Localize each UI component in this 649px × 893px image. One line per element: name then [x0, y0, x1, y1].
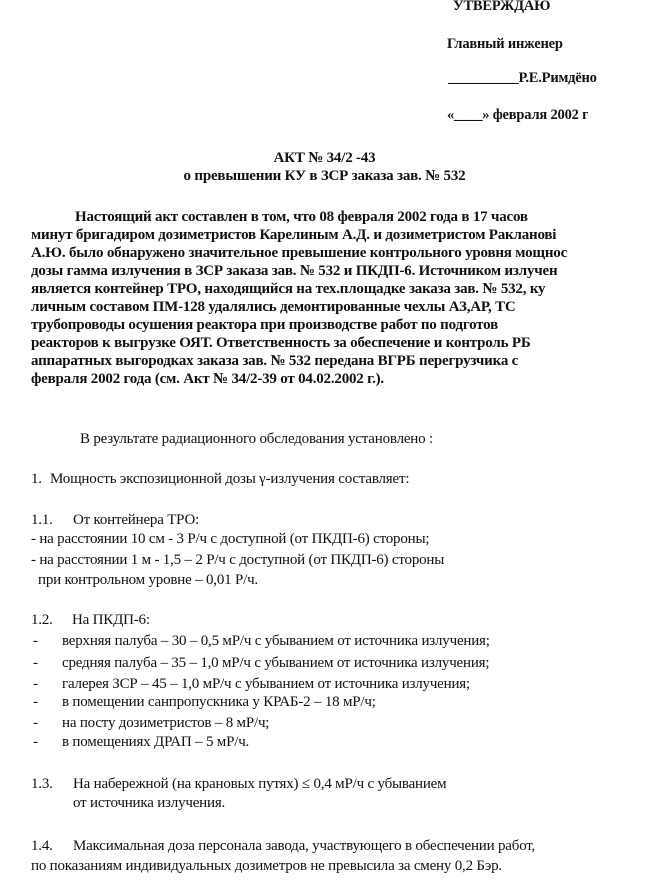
- section-1-3-number: 1.3.: [31, 776, 53, 792]
- list-item: в помещении санпропускника у КРАБ-2 – 18 мР/ч;: [62, 694, 376, 710]
- intro-line: Настоящий акт составлен в том, что 08 февраля 2002 года в 17 часов: [75, 209, 528, 225]
- section-1-2-heading: На ПКДП-6:: [72, 612, 150, 628]
- list-item: в помещениях ДРАП – 5 мР/ч.: [62, 734, 250, 750]
- section-1-1-number: 1.1.: [31, 512, 53, 528]
- intro-line: дозы гамма излучения в ЗСР заказа зав. № 532 и ПКДП-6. Источником излучен: [31, 263, 558, 279]
- section-1-number: 1.: [31, 471, 42, 487]
- act-title: АКТ № 34/2 -43: [273, 150, 376, 166]
- section-1-1-heading: От контейнера ТРО:: [73, 512, 200, 528]
- section-1-4-line: Максимальная доза персонала завода, участвующего в обеспечении работ,: [73, 838, 536, 854]
- approval-date: «____» февраля 2002 г: [447, 107, 589, 123]
- list-item: средняя палуба – 35 – 1,0 мР/ч с убыванием от источника излучения;: [62, 655, 490, 671]
- section-1-1-line: при контрольном уровне – 0,01 Р/ч.: [38, 572, 258, 588]
- intro-line: февраля 2002 года (см. Акт № 34/2-39 от 04.02.2002 г.).: [31, 371, 384, 387]
- intro-line: реакторов к выгрузке ОЯТ. Ответственность за обеспечение и контроль РБ: [31, 335, 531, 351]
- list-item: верхняя палуба – 30 – 0,5 мР/ч с убыванием от источника излучения;: [62, 633, 490, 649]
- section-1-2-number: 1.2.: [31, 612, 53, 628]
- list-bullet: -: [33, 734, 38, 750]
- section-1-3-line: На набережной (на крановых путях) ≤ 0,4 мР/ч с убыванием: [73, 776, 447, 792]
- list-item: галерея ЗСР – 45 – 1,0 мР/ч с убыванием от источника излучения;: [62, 676, 470, 692]
- section-1-1-line: - на расстоянии 1 м - 1,5 – 2 Р/ч с доступной (от ПКДП-6) стороны: [31, 552, 445, 568]
- section-1-4-line: по показаниям индивидуальных дозиметров не превысила за смену 0,2 Бэр.: [31, 858, 502, 874]
- intro-line: является контейнер ТРО, находящийся на тех.площадке заказа зав. № 532, ку: [31, 281, 546, 297]
- intro-line: трубопроводы осушения реактора при производстве работ по подготов: [31, 317, 498, 333]
- approval-position: Главный инженер: [447, 36, 563, 52]
- list-bullet: -: [33, 694, 38, 710]
- section-1-1-line: - на расстоянии 10 см - 3 Р/ч с доступной (от ПКДП-6) стороны;: [31, 531, 430, 547]
- approval-heading: УТВЕРЖДАЮ: [453, 0, 551, 14]
- approval-signature: __________Р.Е.Римдёно: [448, 70, 597, 86]
- list-bullet: -: [33, 655, 38, 671]
- list-bullet: -: [33, 676, 38, 692]
- intro-line: личным составом ПМ-128 удалялись демонтированные чехлы АЗ,АР, ТС: [31, 299, 516, 315]
- list-item: на посту дозиметристов – 8 мР/ч;: [62, 715, 270, 731]
- section-1-4-number: 1.4.: [31, 838, 53, 854]
- list-bullet: -: [33, 633, 38, 649]
- section-1-text: Мощность экспозиционной дозы γ-излучения составляет:: [50, 471, 410, 487]
- list-bullet: -: [33, 715, 38, 731]
- intro-line: А.Ю. было обнаружено значительное превышение контрольного уровня мощнос: [31, 245, 568, 261]
- intro-line: минут бригадиром дозиметристов Карелиным А.Д. и дозиметристом Ракланові: [31, 227, 557, 243]
- act-subtitle: о превышении КУ в ЗСР заказа зав. № 532: [183, 168, 466, 184]
- intro-line: аппаратных выгородках заказа зав. № 532 передана ВГРБ перегрузчика с: [31, 353, 519, 369]
- result-intro: В результате радиационного обследования установлено :: [80, 431, 433, 447]
- section-1-3-line: от источника излучения.: [73, 795, 226, 811]
